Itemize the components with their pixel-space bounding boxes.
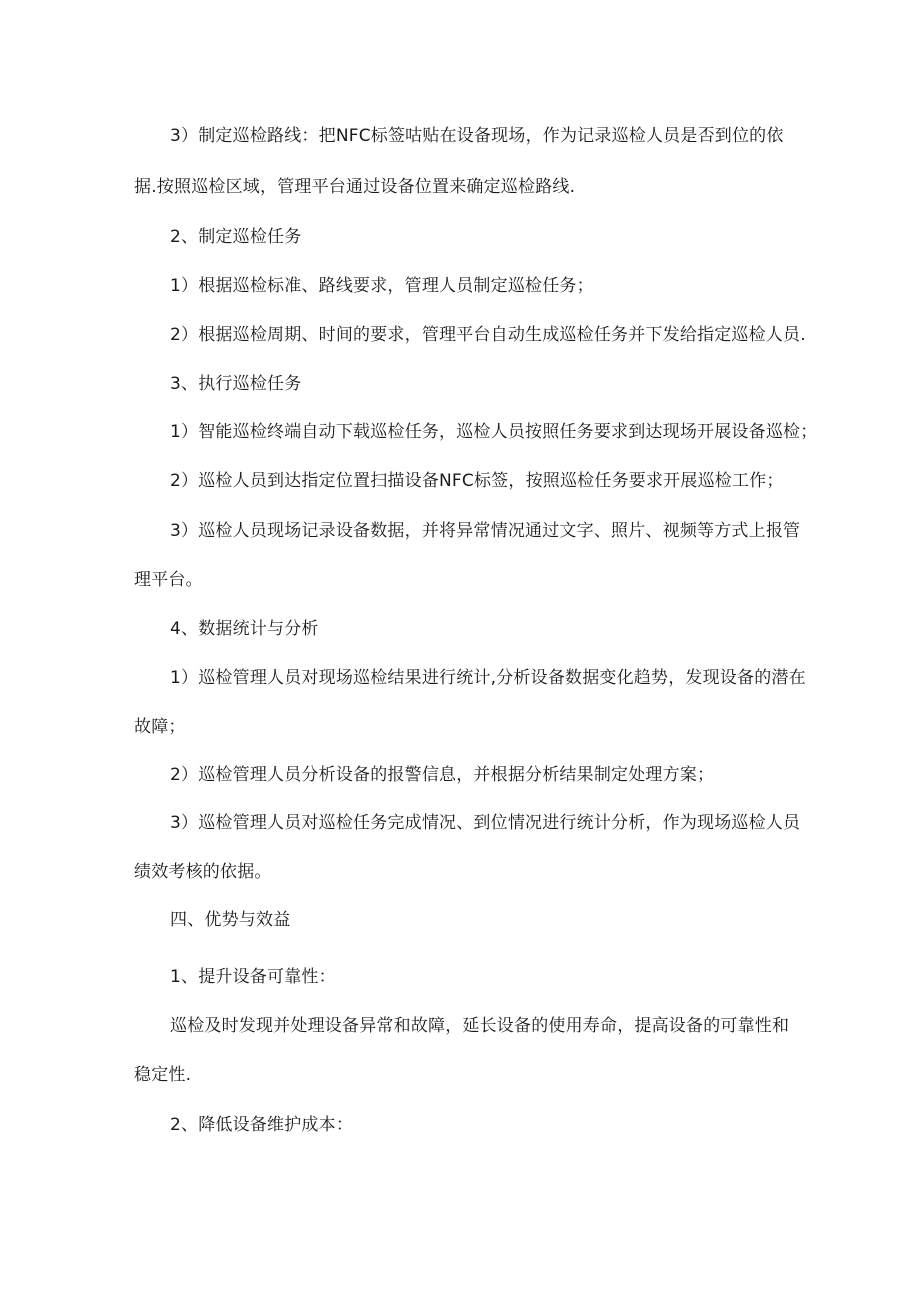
paragraph-reliability-cont: 稳定性.: [134, 1065, 192, 1085]
heading-create-task: 2、制定巡检任务: [170, 227, 302, 247]
paragraph-route-planning-cont: 据.按照巡检区域，管理平台通过设备位置来确定巡检路线.: [134, 177, 576, 197]
paragraph-task-1: 1）根据巡检标准、路线要求，管理人员制定巡检任务；: [170, 276, 594, 296]
heading-execute-task: 3、执行巡检任务: [170, 374, 302, 394]
paragraph-statistics-2: 2）巡检管理人员分析设备的报警信息，并根据分析结果制定处理方案；: [170, 765, 715, 785]
paragraph-execute-3: 3）巡检人员现场记录设备数据，并将异常情况通过文字、照片、视频等方式上报管: [170, 521, 801, 541]
paragraph-statistics-3: 3）巡检管理人员对巡检任务完成情况、到位情况进行统计分析，作为现场巡检人员: [170, 813, 801, 833]
paragraph-route-planning: 3）制定巡检路线：把NFC标签咕贴在设备现场，作为记录巡检人员是否到位的依: [170, 126, 784, 146]
paragraph-execute-2: 2）巡检人员到达指定位置扫描设备NFC标签，按照巡检任务要求开展巡检工作；: [170, 471, 784, 491]
paragraph-execute-1: 1）智能巡检终端自动下载巡检任务，巡检人员按照任务要求到达现场开展设备巡检；: [170, 422, 818, 442]
heading-reliability: 1、提升设备可靠性：: [170, 967, 336, 987]
paragraph-execute-3-cont: 理平台。: [134, 570, 203, 590]
paragraph-statistics-3-cont: 绩效考核的依据。: [134, 862, 272, 882]
heading-statistics: 4、数据统计与分析: [170, 619, 319, 639]
paragraph-statistics-1-cont: 故障；: [134, 717, 186, 737]
paragraph-statistics-1: 1）巡检管理人员对现场巡检结果进行统计,分析设备数据变化趋势，发现设备的潜在: [170, 668, 806, 688]
heading-advantages: 四、优势与效益: [170, 910, 291, 930]
paragraph-reliability: 巡检及时发现并处理设备异常和故障，延长设备的使用寿命，提高设备的可靠性和: [170, 1016, 790, 1036]
paragraph-task-2: 2）根据巡检周期、时间的要求，管理平台自动生成巡检任务并下发给指定巡检人员.: [170, 325, 806, 345]
heading-maintenance-cost: 2、降低设备维护成本：: [170, 1115, 354, 1135]
